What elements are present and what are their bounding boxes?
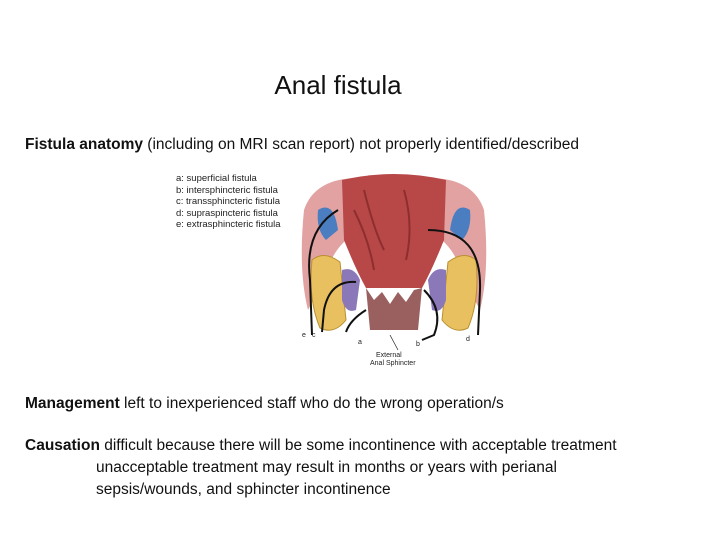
sphincter-pointer	[390, 335, 398, 350]
sphincter-label-line1: External	[376, 352, 402, 359]
fistula-anatomy-line	[25, 136, 579, 154]
sphincter-label-line2: Anal Sphincter	[370, 360, 416, 367]
left-external-sphincter	[311, 255, 346, 330]
causation-continuation-2: sepsis/wounds, and sphincter incontinence	[96, 481, 391, 498]
causation-line	[25, 437, 617, 455]
anal-canal	[366, 288, 422, 330]
fistula-anatomy-heading: Fistula anatomy	[25, 136, 143, 153]
legend-item-d: d: supraspincteric fistula	[176, 207, 278, 219]
legend-item-b: b: intersphincteric fistula	[176, 184, 278, 196]
label-b: b	[416, 341, 420, 348]
fistula-tract-a	[346, 310, 366, 332]
management-heading: Management	[25, 395, 120, 412]
legend-item-a: a: superficial fistula	[176, 173, 257, 184]
left-internal-sphincter	[342, 269, 360, 311]
management-line	[25, 395, 504, 413]
fistula-legend	[176, 173, 281, 231]
label-d: d	[466, 336, 470, 343]
right-external-sphincter	[442, 255, 477, 330]
right-internal-sphincter	[428, 269, 446, 311]
causation-continuation-1: unacceptable treatment may result in months or years with perianal	[96, 459, 557, 476]
label-a: a	[358, 339, 362, 346]
causation-text: difficult because there will be some incontinence with acceptable treatment	[99, 437, 617, 454]
fistula-anatomy-text: (including on MRI scan report) not properly identified/described	[143, 136, 579, 153]
label-e: e	[302, 332, 306, 339]
anal-fistula-diagram	[294, 170, 494, 370]
slide-title: Anal fistula	[274, 70, 402, 100]
legend-item-e: e: extrasphincteric fistula	[176, 219, 281, 230]
legend-item-c: c: transsphincteric fistula	[176, 196, 281, 207]
management-text: left to inexperienced staff who do the wrong operation/s	[119, 395, 504, 412]
causation-heading: Causation	[25, 437, 100, 454]
label-c: c	[312, 332, 316, 339]
